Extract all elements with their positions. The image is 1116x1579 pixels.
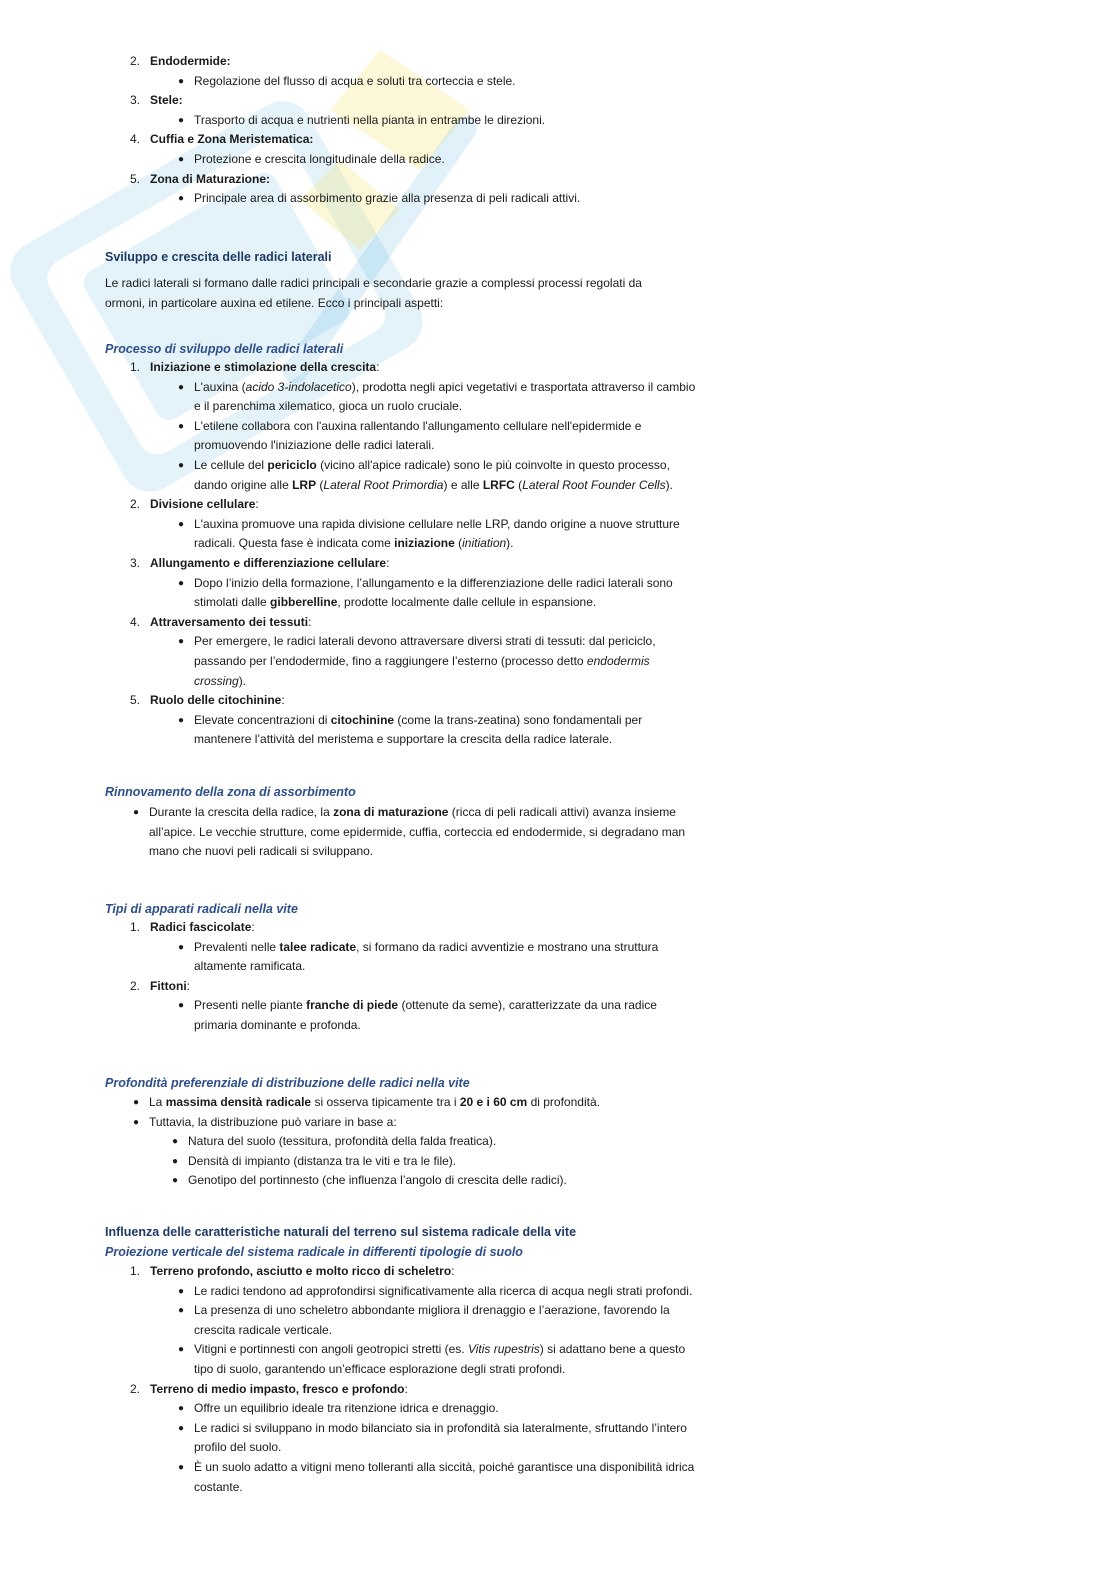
item-label-suffix: : [451, 1264, 455, 1278]
depth-bullets [110, 1093, 700, 1191]
bullet-icon: ● [177, 459, 184, 471]
item-number: 5. [129, 693, 140, 708]
item-number: 1. [129, 920, 140, 934]
text-run: È un suolo adatto a vitigni meno tolleranti alla siccità, poiché garantisce una disponibilità idrica costante. [194, 1459, 695, 1494]
bullet-text [194, 711, 700, 750]
item-number: 4. [129, 614, 140, 629]
text-run: ( [514, 477, 523, 492]
bullet-text [194, 111, 700, 131]
item-label [150, 613, 700, 633]
text-run: gibberelline [270, 595, 338, 610]
item-body [150, 918, 700, 977]
bullet-item [150, 189, 700, 209]
bullet-icon: ● [177, 75, 184, 87]
bullet-item [150, 456, 700, 495]
item-number: 2. [129, 1381, 140, 1396]
text-run: L'auxina ( [194, 379, 246, 394]
item-number: 2. [129, 497, 140, 512]
text-run: La [149, 1095, 166, 1109]
item-label-bold: Terreno di medio impasto, fresco e profondo [150, 1381, 405, 1396]
numbered-item [110, 554, 700, 613]
item-label [150, 130, 700, 150]
bullet-item [150, 1419, 700, 1458]
bullet-item [150, 574, 700, 613]
item-label-suffix: : [186, 978, 190, 993]
text-run: ), prodotta negli apici vegetativi e trasportata attraverso il cambio e il parenchima xilematico, gioca un ruolo cruciale. [194, 379, 696, 414]
text-run: Per emergere, le radici laterali devono attraversare diversi strati di tessuti: dal periciclo, passando per l’endodermide, fino a raggiungere l’esterno (processo detto [194, 634, 656, 668]
item-label-bold: Iniziazione e stimolazione della crescita [150, 360, 377, 374]
item-label-bold: Radici fascicolate [150, 920, 252, 934]
text-run: Vitigni e portinnesti con angoli geotropici stretti (es. [194, 1342, 468, 1357]
text-run: Genotipo del portinnesto (che influenza l’angolo di crescita delle radici). [188, 1173, 567, 1188]
bullet-icon: ● [171, 1175, 178, 1187]
bullet-item [144, 1171, 700, 1191]
item-label-suffix: : [251, 920, 255, 934]
development-process-list [110, 358, 700, 750]
item-body [150, 1380, 700, 1498]
item-label-suffix: : [255, 497, 259, 512]
item-number: 2. [129, 978, 140, 993]
section-heading-soil-influence: Influenza delle caratteristiche naturali del terreno sul sistema radicale della vite [105, 1225, 577, 1239]
bullet-item [150, 1399, 700, 1419]
item-body [150, 613, 700, 691]
bullet-icon: ● [177, 518, 184, 530]
bullet-icon: ● [177, 941, 184, 953]
bullet-text [149, 1113, 700, 1133]
item-label-bold: Endodermide: [150, 54, 231, 68]
text-run: Le radici si sviluppano in modo bilanciato sia in profondità sia lateralmente, sfruttando l’intero profilo del suolo. [194, 1420, 687, 1455]
item-body [150, 1262, 700, 1380]
bullet-icon: ● [177, 1461, 184, 1473]
item-body [150, 170, 700, 209]
bullet-item [150, 1458, 700, 1497]
text-run: talee radicate [279, 939, 357, 954]
text-run: massima densità radicale [165, 1095, 312, 1109]
text-run: ). [506, 536, 514, 551]
bullet-item [150, 150, 700, 170]
bullet-text [194, 1340, 700, 1379]
bullet-text [188, 1132, 700, 1152]
bullet-item [110, 1093, 700, 1113]
text-run: (ottenute da seme), caratterizzate da una radice primaria dominante e profonda. [194, 998, 657, 1032]
bullet-icon: ● [177, 1305, 184, 1317]
bullet-text [188, 1152, 700, 1172]
numbered-item [110, 358, 700, 495]
text-run: ). [238, 673, 247, 688]
item-label-suffix: : [281, 693, 285, 708]
bullet-item [110, 1113, 700, 1133]
item-label-suffix: : [386, 555, 390, 570]
bullet-text [194, 1282, 700, 1302]
text-run: Dopo l’inizio della formazione, l’allungamento e la differenziazione delle radici laterali sono stimolati dalle [194, 575, 673, 610]
text-run: Lateral Root Founder Cells [522, 477, 666, 492]
numbered-item [110, 613, 700, 691]
text-run: Durante la crescita della radice, la [149, 805, 334, 819]
bullet-icon: ● [177, 1422, 184, 1434]
text-run: ( [454, 536, 463, 551]
bullet-item [150, 515, 700, 554]
item-body [150, 977, 700, 1036]
text-run: L'etilene collabora con l'auxina rallentando l'allungamento cellulare nell'epidermide e promuovendo l'iniziazione delle radici laterali. [194, 418, 642, 453]
text-run: si osserva tipicamente tra i [311, 1095, 460, 1109]
item-label-bold: Allungamento e differenziazione cellulare [150, 555, 387, 570]
numbered-item [110, 130, 700, 169]
item-label-bold: Fittoni [150, 978, 187, 993]
bullet-item [150, 378, 700, 417]
bullet-item [144, 1152, 700, 1172]
section-heading-depth: Profondità preferenziale di distribuzione delle radici nella vite [105, 1076, 470, 1090]
item-number: 2. [129, 54, 140, 68]
text-run: L'auxina promuove una rapida divisione cellulare nelle LRP, dando origine a nuove strutture radicali. Questa fase è indicata come [194, 516, 680, 551]
text-run: , si formano da radici avventizie e mostrano una struttura altamente ramificata. [194, 939, 659, 974]
bullet-item [150, 1340, 700, 1379]
bullet-item [144, 1132, 700, 1152]
text-run: ( [316, 477, 324, 492]
bullet-icon: ● [177, 1285, 184, 1297]
bullet-icon: ● [177, 153, 184, 165]
text-run: LRP [292, 477, 317, 492]
bullet-text [194, 72, 700, 92]
section-heading-renewal: Rinnovamento della zona di assorbimento [105, 785, 356, 799]
bullet-icon: ● [132, 1097, 139, 1108]
bullet-icon: ● [177, 714, 184, 726]
bullet-text [188, 1171, 700, 1191]
bullet-icon: ● [177, 193, 184, 205]
bullet-text [194, 1458, 700, 1497]
bullet-text [194, 1301, 700, 1340]
bullet-icon: ● [132, 1116, 139, 1128]
depth-sub-bullets [144, 1132, 700, 1191]
item-body [150, 554, 700, 613]
bullet-text [194, 996, 700, 1035]
bullet-icon: ● [132, 807, 139, 818]
bullet-item [150, 996, 700, 1035]
item-label-bold: Cuffia e Zona Meristematica: [150, 132, 314, 147]
numbered-item [110, 91, 700, 130]
bullet-text [194, 515, 700, 554]
item-label-suffix: : [404, 1381, 408, 1396]
bullet-icon: ● [171, 1155, 178, 1167]
text-run: (vicino all'apice radicale) sono le più coinvolte in questo processo, dando origine alle [194, 457, 670, 492]
text-run: initiation [462, 536, 507, 551]
bullet-item [150, 1282, 700, 1302]
numbered-item [110, 918, 700, 977]
text-run: Vitis rupestris [467, 1342, 540, 1357]
item-label [150, 918, 700, 938]
item-body [150, 91, 700, 130]
text-run: La presenza di uno scheletro abbondante migliora il drenaggio e l’aerazione, favorendo la crescita radicale verticale. [194, 1303, 670, 1337]
text-run: Densità di impianto (distanza tra le viti e tra le file). [188, 1153, 457, 1168]
numbered-item [110, 977, 700, 1036]
item-body [150, 691, 700, 750]
bullet-text [194, 456, 700, 495]
bullet-item [150, 111, 700, 131]
bullet-text [194, 632, 700, 691]
item-label [150, 1380, 700, 1400]
item-label-bold: Ruolo delle citochinine [150, 693, 282, 708]
item-label [150, 1262, 700, 1282]
item-body [150, 52, 700, 91]
bullet-text [194, 189, 700, 209]
bullet-text [194, 938, 700, 977]
item-label [150, 91, 700, 111]
numbered-item [110, 1380, 700, 1498]
item-label-bold: Zona di Maturazione: [150, 171, 270, 186]
item-number: 1. [129, 360, 140, 374]
bullet-item [150, 72, 700, 92]
section-heading-lateral-roots: Sviluppo e crescita delle radici laterali [105, 250, 332, 264]
numbered-item [110, 52, 700, 91]
text-run: (ricca di peli radicali attivi) avanza insieme all’apice. Le vecchie strutture, come epidermide, cuffia, corteccia ed endodermide, si degradano man mano che nuovi peli radicali si sviluppano. [149, 805, 686, 859]
bullet-text [194, 1399, 700, 1419]
bullet-icon: ● [177, 1000, 184, 1012]
bullet-icon: ● [177, 381, 184, 393]
numbered-item [110, 1262, 700, 1380]
text-run: ). [665, 477, 673, 492]
bullet-icon: ● [177, 577, 184, 589]
item-label [150, 170, 700, 190]
text-run: LRFC [482, 477, 515, 492]
item-body [150, 358, 700, 495]
lateral-roots-intro-paragraph: Le radici laterali si formano dalle radici principali e secondarie grazie a complessi processi regolati da ormoni, in particolare auxina ed etilene. Ecco i principali aspetti: [105, 276, 642, 310]
text-run: Regolazione del flusso di acqua e soluti tra corteccia e stele. [194, 73, 516, 88]
text-run: iniziazione [394, 536, 455, 551]
bullet-icon: ● [177, 636, 184, 648]
item-number: 1. [129, 1264, 140, 1278]
numbered-item [110, 170, 700, 209]
item-number: 3. [129, 555, 140, 570]
text-run: Elevate concentrazioni di [194, 712, 331, 727]
item-label [150, 495, 700, 515]
text-run: (come la trans-zeatina) sono fondamentali per mantenere l’attività del meristema e supportare la crescita della radice laterale. [194, 712, 643, 747]
item-label [150, 358, 700, 378]
text-run: periciclo [267, 457, 317, 472]
top-root-zones-list [110, 52, 700, 209]
text-run: Le radici tendono ad approfondirsi significativamente alla ricerca di acqua negli strati profondi. [194, 1283, 693, 1298]
bullet-item [150, 417, 700, 456]
text-run: citochinine [330, 712, 395, 727]
item-number: 3. [129, 93, 140, 108]
bullet-text [149, 803, 700, 862]
soil-types-list [110, 1262, 700, 1497]
item-label-suffix: : [308, 614, 312, 629]
item-number: 4. [129, 132, 140, 147]
text-run: Trasporto di acqua e nutrienti nella pianta in entrambe le direzioni. [194, 112, 546, 127]
item-label-suffix: : [376, 360, 380, 374]
item-label-bold: Divisione cellulare [150, 497, 256, 512]
bullet-icon: ● [177, 1403, 184, 1415]
bullet-icon: ● [177, 114, 184, 126]
text-run: Principale area di assorbimento grazie alla presenza di peli radicali attivi. [194, 191, 581, 206]
section-heading-root-types: Tipi di apparati radicali nella vite [105, 902, 298, 916]
text-run: Tuttavia, la distribuzione può variare in base a: [149, 1114, 397, 1129]
text-run: Le cellule del [194, 457, 268, 472]
text-run: ) si adattano bene a questo tipo di suolo, garantendo un’efficace esplorazione degli strati profondi. [194, 1342, 686, 1376]
item-label-bold: Stele: [150, 93, 183, 108]
bullet-item [150, 938, 700, 977]
bullet-text [194, 1419, 700, 1458]
text-run: , prodotte localmente dalle cellule in espansione. [337, 595, 597, 610]
item-label-bold: Attraversamento dei tessuti [150, 614, 309, 629]
numbered-item [110, 495, 700, 554]
text-run: 20 e i 60 cm [459, 1095, 528, 1109]
text-run: di profondità. [527, 1095, 600, 1109]
item-label [150, 977, 700, 997]
bullet-item [150, 1301, 700, 1340]
item-label-bold: Terreno profondo, asciutto e molto ricco di scheletro [150, 1264, 452, 1278]
text-run: zona di maturazione [333, 805, 449, 819]
text-run: Offre un equilibrio ideale tra ritenzione idrica e drenaggio. [194, 1401, 499, 1416]
text-run: Presenti nelle piante [194, 998, 307, 1013]
bullet-text [194, 378, 700, 417]
bullet-item [150, 632, 700, 691]
renewal-bullets [110, 803, 700, 862]
bullet-item [150, 711, 700, 750]
item-label [150, 52, 700, 72]
bullet-text [194, 574, 700, 613]
text-run: acido 3-indolacetico [245, 379, 352, 394]
item-body [150, 130, 700, 169]
item-body [150, 495, 700, 554]
bullet-icon: ● [171, 1136, 178, 1148]
text-run: franche di piede [306, 998, 399, 1013]
bullet-item [110, 803, 700, 862]
text-run: Prevalenti nelle [194, 939, 280, 954]
bullet-text [194, 150, 700, 170]
text-run: Lateral Root Primordia [323, 477, 444, 492]
bullet-icon: ● [177, 420, 184, 432]
text-run: Natura del suolo (tessitura, profondità della falda freatica). [188, 1134, 497, 1149]
bullet-text [149, 1093, 700, 1113]
section-heading-development-process: Processo di sviluppo delle radici laterali [105, 342, 344, 356]
numbered-item [110, 691, 700, 750]
item-label [150, 554, 700, 574]
item-label [150, 691, 700, 711]
bullet-text [194, 417, 700, 456]
text-run: Protezione e crescita longitudinale della radice. [194, 151, 445, 166]
item-number: 5. [129, 171, 140, 186]
bullet-icon: ● [177, 1344, 184, 1356]
text-run: ) e alle [443, 477, 483, 492]
root-types-list [110, 918, 700, 1036]
text-run: endodermis crossing [194, 653, 650, 688]
section-subheading-vertical-projection: Proiezione verticale del sistema radicale in differenti tipologie di suolo [105, 1245, 523, 1259]
